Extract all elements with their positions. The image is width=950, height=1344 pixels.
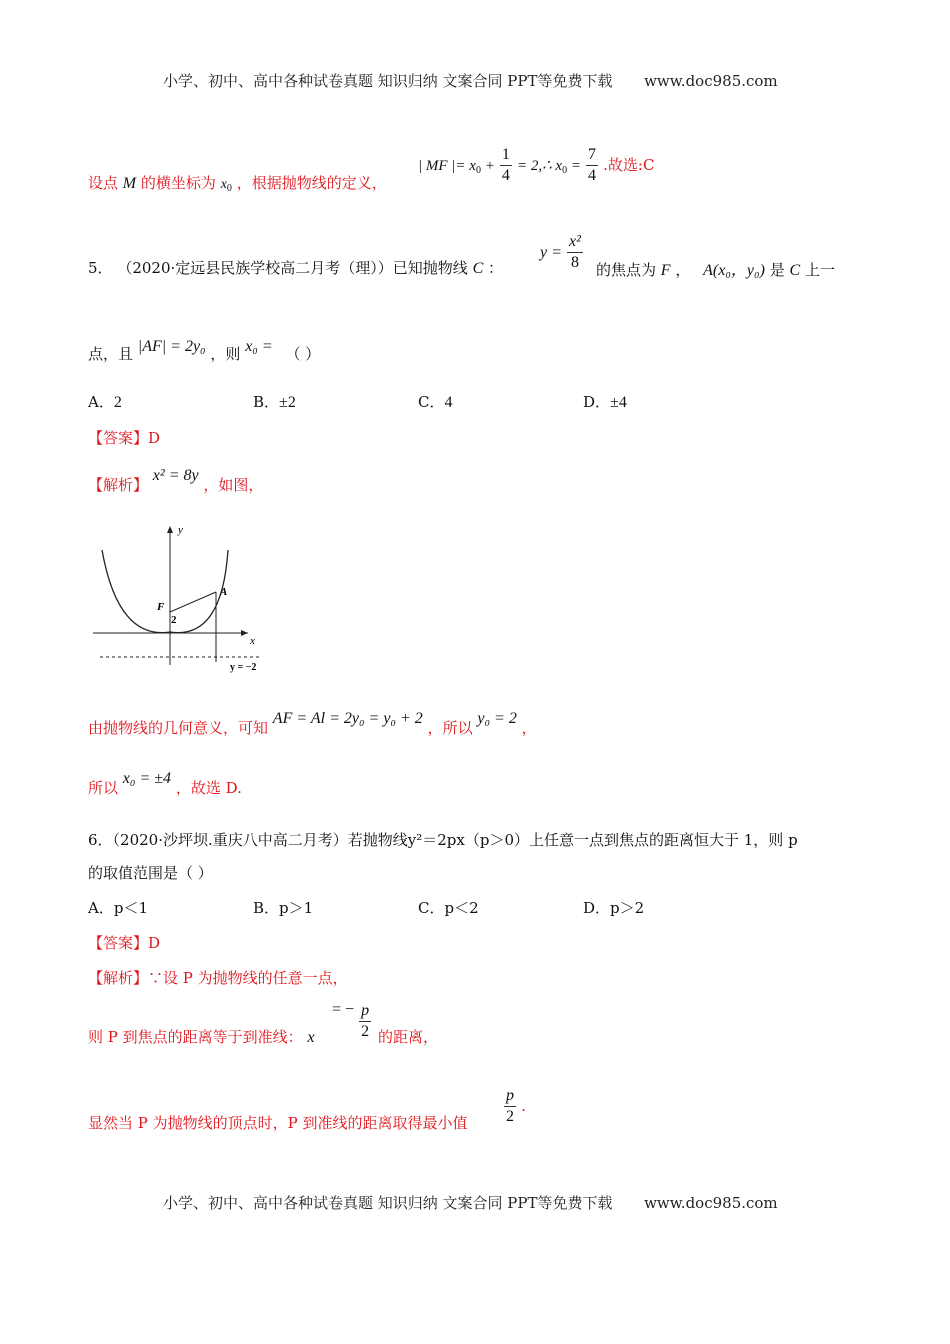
- prev-lead: 设点: [88, 174, 119, 192]
- is-on: 是: [769, 261, 785, 279]
- page-footer: [163, 1192, 778, 1213]
- analysis-text: ∵设 P 为抛物线的任意一点，: [148, 969, 348, 987]
- prev-mid: 的横坐标为: [140, 174, 216, 192]
- answer-tag: 【答案】: [88, 934, 149, 952]
- line-a-tail: 的距离，: [378, 1028, 439, 1046]
- var-F: F: [660, 262, 671, 279]
- footer-text: 小学、初中、高中各种试卷真题 知识归纳 文案合同 PPT等免费下载: [163, 1194, 613, 1212]
- q6-analysis: [88, 967, 348, 988]
- line-b-lead: 所以: [88, 779, 119, 797]
- answer-tag: 【答案】: [88, 429, 149, 447]
- frac-p-2: $\frac{p}{2}$: [361, 1002, 370, 1040]
- analysis-tag: 【解析】: [88, 476, 149, 494]
- q5-stem-line1b: [596, 257, 835, 280]
- prev-formula: | MF |= $x_0$ + $\frac{1}{4}$ = 2,∴ $x_0$ = $\frac{7}{4}$ .故选:C: [418, 146, 655, 184]
- var-x0: $x_0$: [220, 177, 232, 194]
- q6-line-a: [88, 1026, 315, 1047]
- q5-number: 5．: [88, 259, 113, 277]
- q5-line-a: [88, 710, 537, 738]
- line-b-tail: ，故选 D.: [175, 779, 242, 797]
- answer-value: D: [148, 934, 161, 952]
- upper: 上一: [804, 261, 835, 279]
- q6-option-d[interactable]: D．p＞2: [583, 899, 645, 917]
- paren: （ ）: [285, 345, 321, 363]
- analysis-tail: ，如图，: [203, 476, 264, 494]
- q6-option-a[interactable]: A．p＜1: [88, 899, 148, 917]
- line-b-tail: .: [521, 1097, 526, 1115]
- q5-analysis: [88, 467, 264, 495]
- frac-x2-8: $\frac{\text{x²}}{8}$: [569, 233, 581, 271]
- focus-text: 的焦点为: [596, 261, 657, 279]
- eq-sign: = −: [332, 1001, 355, 1018]
- comma: ，: [675, 261, 691, 279]
- q6-stem-line2: 的取值范围是（ ）: [88, 864, 213, 882]
- y-axis-arrow: [167, 526, 173, 533]
- q5-parabola-eq: [540, 232, 583, 273]
- q6-option-b[interactable]: B．p＞1: [253, 899, 314, 917]
- line-a-eq2: y₀ = 2: [477, 710, 517, 727]
- colon: ：: [488, 259, 504, 277]
- frac-7-4: $\frac{7}{4}$: [588, 146, 597, 184]
- x-axis-label: x: [250, 635, 255, 647]
- q6-number: 6．: [88, 831, 113, 849]
- frac-1-4: $\frac{1}{4}$: [501, 146, 510, 184]
- x0-eq: x₀ =: [245, 338, 273, 355]
- q6-line-b: 显然当 P 为抛物线的顶点时，P 到准线的距离取得最小值: [88, 1114, 468, 1132]
- q5-option-a[interactable]: A．2: [88, 393, 122, 411]
- var-M: M: [122, 175, 137, 192]
- line2-lead: 点，且: [88, 345, 134, 363]
- q5-stem-line1: [88, 257, 503, 278]
- parabola-figure: [88, 520, 278, 675]
- y-axis-label: y: [178, 524, 183, 536]
- q6-directrix-eq: [332, 1001, 371, 1042]
- footer-site-link[interactable]: www.doc985.com: [644, 1194, 778, 1212]
- prev-answer-tail: .故选:C: [603, 156, 655, 174]
- frac-p-2-min: $\frac{p}{2}$: [506, 1087, 514, 1125]
- condition: |AF| = 2y₀: [137, 338, 206, 355]
- analysis-tag: 【解析】: [88, 969, 149, 987]
- q5-stem-line2: [88, 338, 321, 364]
- y-eq: y =: [540, 244, 562, 261]
- q5-option-c[interactable]: C．4: [418, 393, 453, 411]
- prev-solution-line: [88, 172, 387, 194]
- line-a-lead: 则 P 到焦点的距离等于到准线：: [88, 1028, 303, 1046]
- q5-source: （2020·定远县民族学校高二月考（理））已知抛物线: [117, 259, 468, 277]
- line-a-tail: ，: [521, 719, 537, 737]
- line-a-eq: AF = Al = 2y₀ = y₀ + 2: [272, 710, 423, 727]
- q5-option-b[interactable]: B．±2: [253, 393, 296, 411]
- line-a-mid: ，所以: [427, 719, 473, 737]
- q5-option-d[interactable]: D．±4: [583, 393, 627, 411]
- line-b-eq: x₀ = ±4: [122, 770, 172, 787]
- var-C2: C: [789, 262, 801, 279]
- segment-FA: [170, 592, 216, 612]
- point-A-label: A: [220, 586, 228, 598]
- prev-mid2: ，根据抛物线的定义，: [236, 174, 387, 192]
- q5-line-b: [88, 770, 242, 798]
- q6-min-value: [504, 1086, 526, 1127]
- q5-answer: [88, 427, 160, 448]
- q6-answer: [88, 932, 160, 953]
- var-C: C: [472, 260, 484, 277]
- var-x: x: [307, 1029, 315, 1046]
- header-site-link[interactable]: www.doc985.com: [644, 72, 778, 90]
- analysis-eq: x² = 8y: [152, 467, 199, 484]
- point-A: A(x₀，y₀): [703, 262, 765, 279]
- then: ，则: [210, 345, 241, 363]
- x-axis-arrow: [241, 630, 248, 636]
- focus-label: F: [157, 601, 165, 613]
- distance-label: 2: [171, 614, 177, 626]
- directrix-label: y = −2: [230, 662, 257, 673]
- header-text: 小学、初中、高中各种试卷真题 知识归纳 文案合同 PPT等免费下载: [163, 72, 613, 90]
- answer-value: D: [148, 429, 161, 447]
- line-a-lead: 由抛物线的几何意义，可知: [88, 719, 269, 737]
- q6-option-c[interactable]: C．p＜2: [418, 899, 479, 917]
- parabola-curve: [102, 550, 228, 633]
- q6-stem-line1: [88, 829, 798, 850]
- page-header: [163, 70, 778, 91]
- q6-source: （2020·沙坪坝.重庆八中高二月考）若抛物线y²＝2px（p＞0）上任意一点到焦点的距离恒大于 1，则 p: [112, 831, 798, 849]
